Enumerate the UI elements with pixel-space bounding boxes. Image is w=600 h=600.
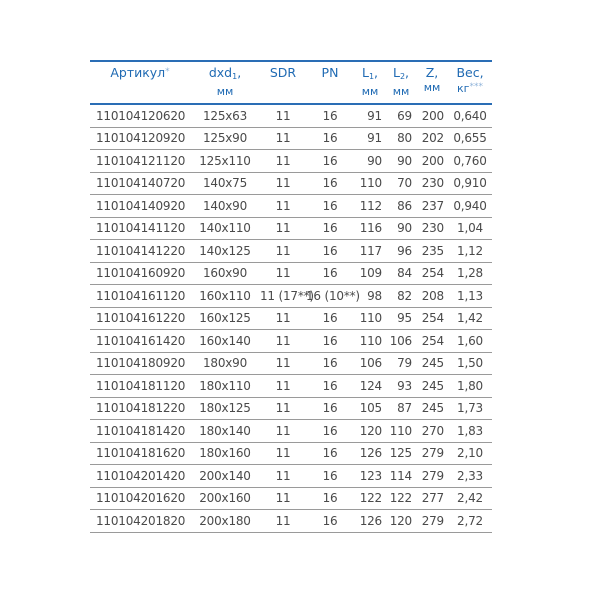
cell-l1: 106 xyxy=(359,356,382,371)
cell-pn: 16 (10**) xyxy=(306,288,360,303)
cell-sdr: 11 xyxy=(275,266,291,281)
cell-article: 110104201620 xyxy=(96,491,186,506)
table-row xyxy=(90,150,492,173)
cell-z: 279 xyxy=(421,446,444,461)
cell-l2: 69 xyxy=(397,108,412,123)
cell-l2: 86 xyxy=(397,198,412,213)
cell-article: 110104181420 xyxy=(96,423,186,438)
header-l2 xyxy=(386,61,416,104)
cell-article: 110104181120 xyxy=(96,378,186,393)
header-l2-label: L xyxy=(392,65,400,80)
cell-dxd: 180x110 xyxy=(199,378,251,393)
cell-article: 110104161120 xyxy=(96,288,186,303)
cell-article: 110104181220 xyxy=(96,401,186,416)
cell-sdr: 11 xyxy=(275,198,291,213)
cell-l2: 96 xyxy=(397,243,412,258)
cell-sdr: 11 xyxy=(275,108,291,123)
cell-dxd: 160x90 xyxy=(202,266,248,281)
cell-weight: 1,12 xyxy=(457,243,483,258)
cell-dxd: 140x110 xyxy=(199,221,251,236)
header-weight-label: Вес, xyxy=(456,65,484,80)
table-row xyxy=(90,195,492,218)
table-row xyxy=(90,352,492,375)
header-l1 xyxy=(354,61,386,104)
cell-sdr: 11 xyxy=(275,446,291,461)
cell-l2: 122 xyxy=(389,491,412,506)
cell-sdr: 11 xyxy=(275,468,291,483)
cell-l1: 126 xyxy=(359,446,382,461)
cell-article: 110104141220 xyxy=(96,243,186,258)
cell-dxd: 180x140 xyxy=(199,423,251,438)
table-row xyxy=(90,285,492,308)
cell-weight: 0,760 xyxy=(453,153,487,168)
header-weight xyxy=(448,61,492,104)
header-pn xyxy=(306,61,354,104)
header-dxd-label: dxd xyxy=(208,65,233,80)
table-row xyxy=(90,240,492,263)
cell-dxd: 180x125 xyxy=(199,401,251,416)
cell-dxd: 140x90 xyxy=(202,198,248,213)
cell-sdr: 11 (17**) xyxy=(260,288,314,303)
cell-dxd: 125x110 xyxy=(199,153,251,168)
cell-pn: 16 xyxy=(322,221,338,236)
cell-sdr: 11 xyxy=(275,131,291,146)
cell-weight: 1,42 xyxy=(457,311,483,326)
cell-pn: 16 xyxy=(322,131,338,146)
table-row xyxy=(90,307,492,330)
cell-pn: 16 xyxy=(322,108,338,123)
cell-sdr: 11 xyxy=(275,401,291,416)
cell-z: 235 xyxy=(421,243,444,258)
cell-l2: 82 xyxy=(397,288,412,303)
cell-pn: 16 xyxy=(322,491,338,506)
cell-weight: 1,28 xyxy=(457,266,483,281)
cell-article: 110104201420 xyxy=(96,468,186,483)
header-dxd-comma: , xyxy=(237,65,242,80)
cell-article: 110104181620 xyxy=(96,446,186,461)
header-weight-footnote: *** xyxy=(469,82,483,92)
header-z-label: Z, xyxy=(425,65,439,80)
header-weight-unit: кг xyxy=(457,82,470,95)
cell-article: 110104161220 xyxy=(96,311,186,326)
cell-dxd: 140x125 xyxy=(199,243,251,258)
cell-weight: 1,50 xyxy=(457,356,483,371)
cell-l1: 126 xyxy=(359,513,382,528)
cell-l1: 110 xyxy=(359,311,382,326)
cell-article: 110104141120 xyxy=(96,221,186,236)
cell-z: 254 xyxy=(421,266,444,281)
cell-article: 110104201820 xyxy=(96,513,186,528)
cell-l2: 80 xyxy=(397,131,412,146)
cell-pn: 16 xyxy=(322,153,338,168)
header-article-label: Артикул xyxy=(110,65,166,80)
cell-l1: 122 xyxy=(359,491,382,506)
table-row xyxy=(90,217,492,240)
cell-l2: 125 xyxy=(389,446,412,461)
cell-weight: 0,640 xyxy=(453,108,487,123)
cell-l1: 124 xyxy=(359,378,382,393)
cell-l2: 120 xyxy=(389,513,412,528)
cell-article: 110104160920 xyxy=(96,266,186,281)
cell-l1: 90 xyxy=(367,153,382,168)
table-row xyxy=(90,397,492,420)
cell-sdr: 11 xyxy=(275,176,291,191)
cell-z: 245 xyxy=(421,378,444,393)
header-l1-unit: мм xyxy=(361,85,379,98)
table-header xyxy=(90,61,492,104)
header-l2-subscript: 2 xyxy=(399,72,406,81)
cell-weight: 2,72 xyxy=(457,513,483,528)
cell-pn: 16 xyxy=(322,513,338,528)
cell-l1: 98 xyxy=(367,288,382,303)
header-l1-comma: , xyxy=(374,65,379,80)
cell-weight: 1,60 xyxy=(457,333,483,348)
cell-l2: 70 xyxy=(397,176,412,191)
table-row xyxy=(90,127,492,150)
cell-dxd: 125x63 xyxy=(202,108,248,123)
cell-l2: 87 xyxy=(397,401,412,416)
cell-l1: 117 xyxy=(359,243,382,258)
cell-z: 208 xyxy=(421,288,444,303)
cell-dxd: 140x75 xyxy=(202,176,248,191)
cell-l2: 95 xyxy=(397,311,412,326)
cell-z: 254 xyxy=(421,311,444,326)
spec-table-container xyxy=(90,60,492,533)
cell-weight: 1,73 xyxy=(457,401,483,416)
cell-sdr: 11 xyxy=(275,243,291,258)
cell-sdr: 11 xyxy=(275,378,291,393)
header-sdr-label: SDR xyxy=(269,65,297,80)
cell-article: 110104180920 xyxy=(96,356,186,371)
cell-l2: 90 xyxy=(397,221,412,236)
header-article-footnote: * xyxy=(165,67,170,77)
cell-dxd: 200x180 xyxy=(199,513,251,528)
cell-l1: 109 xyxy=(359,266,382,281)
cell-article: 110104161420 xyxy=(96,333,186,348)
cell-z: 230 xyxy=(421,221,444,236)
cell-dxd: 180x90 xyxy=(202,356,248,371)
cell-article: 110104120620 xyxy=(96,108,186,123)
cell-pn: 16 xyxy=(322,243,338,258)
cell-dxd: 160x110 xyxy=(199,288,251,303)
cell-l2: 106 xyxy=(389,333,412,348)
table-row xyxy=(90,420,492,443)
cell-l1: 110 xyxy=(359,176,382,191)
header-l1-subscript: 1 xyxy=(368,72,375,81)
cell-l1: 123 xyxy=(359,468,382,483)
cell-l1: 112 xyxy=(359,198,382,213)
cell-pn: 16 xyxy=(322,176,338,191)
cell-pn: 16 xyxy=(322,356,338,371)
cell-weight: 1,13 xyxy=(457,288,483,303)
cell-pn: 16 xyxy=(322,446,338,461)
cell-l2: 79 xyxy=(397,356,412,371)
fittings-spec-table xyxy=(90,60,492,533)
header-l2-unit: мм xyxy=(392,85,410,98)
cell-z: 245 xyxy=(421,356,444,371)
cell-pn: 16 xyxy=(322,266,338,281)
cell-article: 110104140720 xyxy=(96,176,186,191)
cell-z: 277 xyxy=(421,491,444,506)
cell-pn: 16 xyxy=(322,423,338,438)
cell-sdr: 11 xyxy=(275,513,291,528)
cell-dxd: 200x160 xyxy=(199,491,251,506)
table-body xyxy=(90,104,492,532)
table-row xyxy=(90,487,492,510)
cell-sdr: 11 xyxy=(275,423,291,438)
cell-article: 110104120920 xyxy=(96,131,186,146)
header-dxd-subscript: 1 xyxy=(232,72,238,81)
cell-l1: 105 xyxy=(359,401,382,416)
cell-l2: 90 xyxy=(397,153,412,168)
cell-l1: 91 xyxy=(367,131,382,146)
cell-weight: 1,80 xyxy=(457,378,483,393)
table-row xyxy=(90,104,492,127)
cell-article: 110104121120 xyxy=(96,153,186,168)
header-l1-label: L xyxy=(361,65,369,80)
cell-l1: 110 xyxy=(359,333,382,348)
cell-z: 202 xyxy=(421,131,444,146)
cell-article: 110104140920 xyxy=(96,198,186,213)
cell-l1: 91 xyxy=(367,108,382,123)
cell-weight: 2,33 xyxy=(457,468,483,483)
cell-weight: 2,42 xyxy=(457,491,483,506)
header-z-unit: мм xyxy=(423,81,441,94)
table-row xyxy=(90,330,492,353)
cell-l2: 110 xyxy=(389,423,412,438)
cell-z: 245 xyxy=(421,401,444,416)
cell-sdr: 11 xyxy=(275,311,291,326)
cell-dxd: 125x90 xyxy=(202,131,248,146)
table-row xyxy=(90,375,492,398)
cell-sdr: 11 xyxy=(275,333,291,348)
header-row xyxy=(90,61,492,104)
cell-pn: 16 xyxy=(322,198,338,213)
cell-z: 200 xyxy=(421,108,444,123)
cell-dxd: 160x140 xyxy=(199,333,251,348)
cell-weight: 0,940 xyxy=(453,198,487,213)
cell-z: 230 xyxy=(421,176,444,191)
cell-l2: 114 xyxy=(389,468,412,483)
cell-z: 279 xyxy=(421,513,444,528)
cell-dxd: 160x125 xyxy=(199,311,251,326)
cell-dxd: 180x160 xyxy=(199,446,251,461)
cell-z: 254 xyxy=(421,333,444,348)
table-row xyxy=(90,510,492,533)
cell-l1: 120 xyxy=(359,423,382,438)
cell-pn: 16 xyxy=(322,378,338,393)
header-dxd-unit: мм xyxy=(216,85,234,98)
cell-z: 270 xyxy=(421,423,444,438)
header-z xyxy=(416,61,448,104)
cell-pn: 16 xyxy=(322,401,338,416)
cell-weight: 1,83 xyxy=(457,423,483,438)
cell-sdr: 11 xyxy=(275,221,291,236)
header-weight-unit-wrap xyxy=(448,80,492,96)
header-article xyxy=(90,61,190,104)
cell-l1: 116 xyxy=(359,221,382,236)
table-row xyxy=(90,262,492,285)
cell-sdr: 11 xyxy=(275,356,291,371)
header-pn-label: PN xyxy=(321,65,339,80)
cell-sdr: 11 xyxy=(275,153,291,168)
cell-weight: 2,10 xyxy=(457,446,483,461)
header-sdr xyxy=(260,61,306,104)
table-row xyxy=(90,465,492,488)
cell-dxd: 200x140 xyxy=(199,468,251,483)
cell-weight: 1,04 xyxy=(457,221,483,236)
header-dxd xyxy=(190,61,260,104)
cell-z: 200 xyxy=(421,153,444,168)
header-l2-comma: , xyxy=(405,65,410,80)
cell-z: 279 xyxy=(421,468,444,483)
cell-l2: 93 xyxy=(397,378,412,393)
cell-z: 237 xyxy=(421,198,444,213)
cell-l2: 84 xyxy=(397,266,412,281)
table-row xyxy=(90,172,492,195)
cell-weight: 0,910 xyxy=(453,176,487,191)
table-row xyxy=(90,442,492,465)
cell-pn: 16 xyxy=(322,468,338,483)
cell-sdr: 11 xyxy=(275,491,291,506)
cell-pn: 16 xyxy=(322,333,338,348)
cell-pn: 16 xyxy=(322,311,338,326)
cell-weight: 0,655 xyxy=(453,131,487,146)
